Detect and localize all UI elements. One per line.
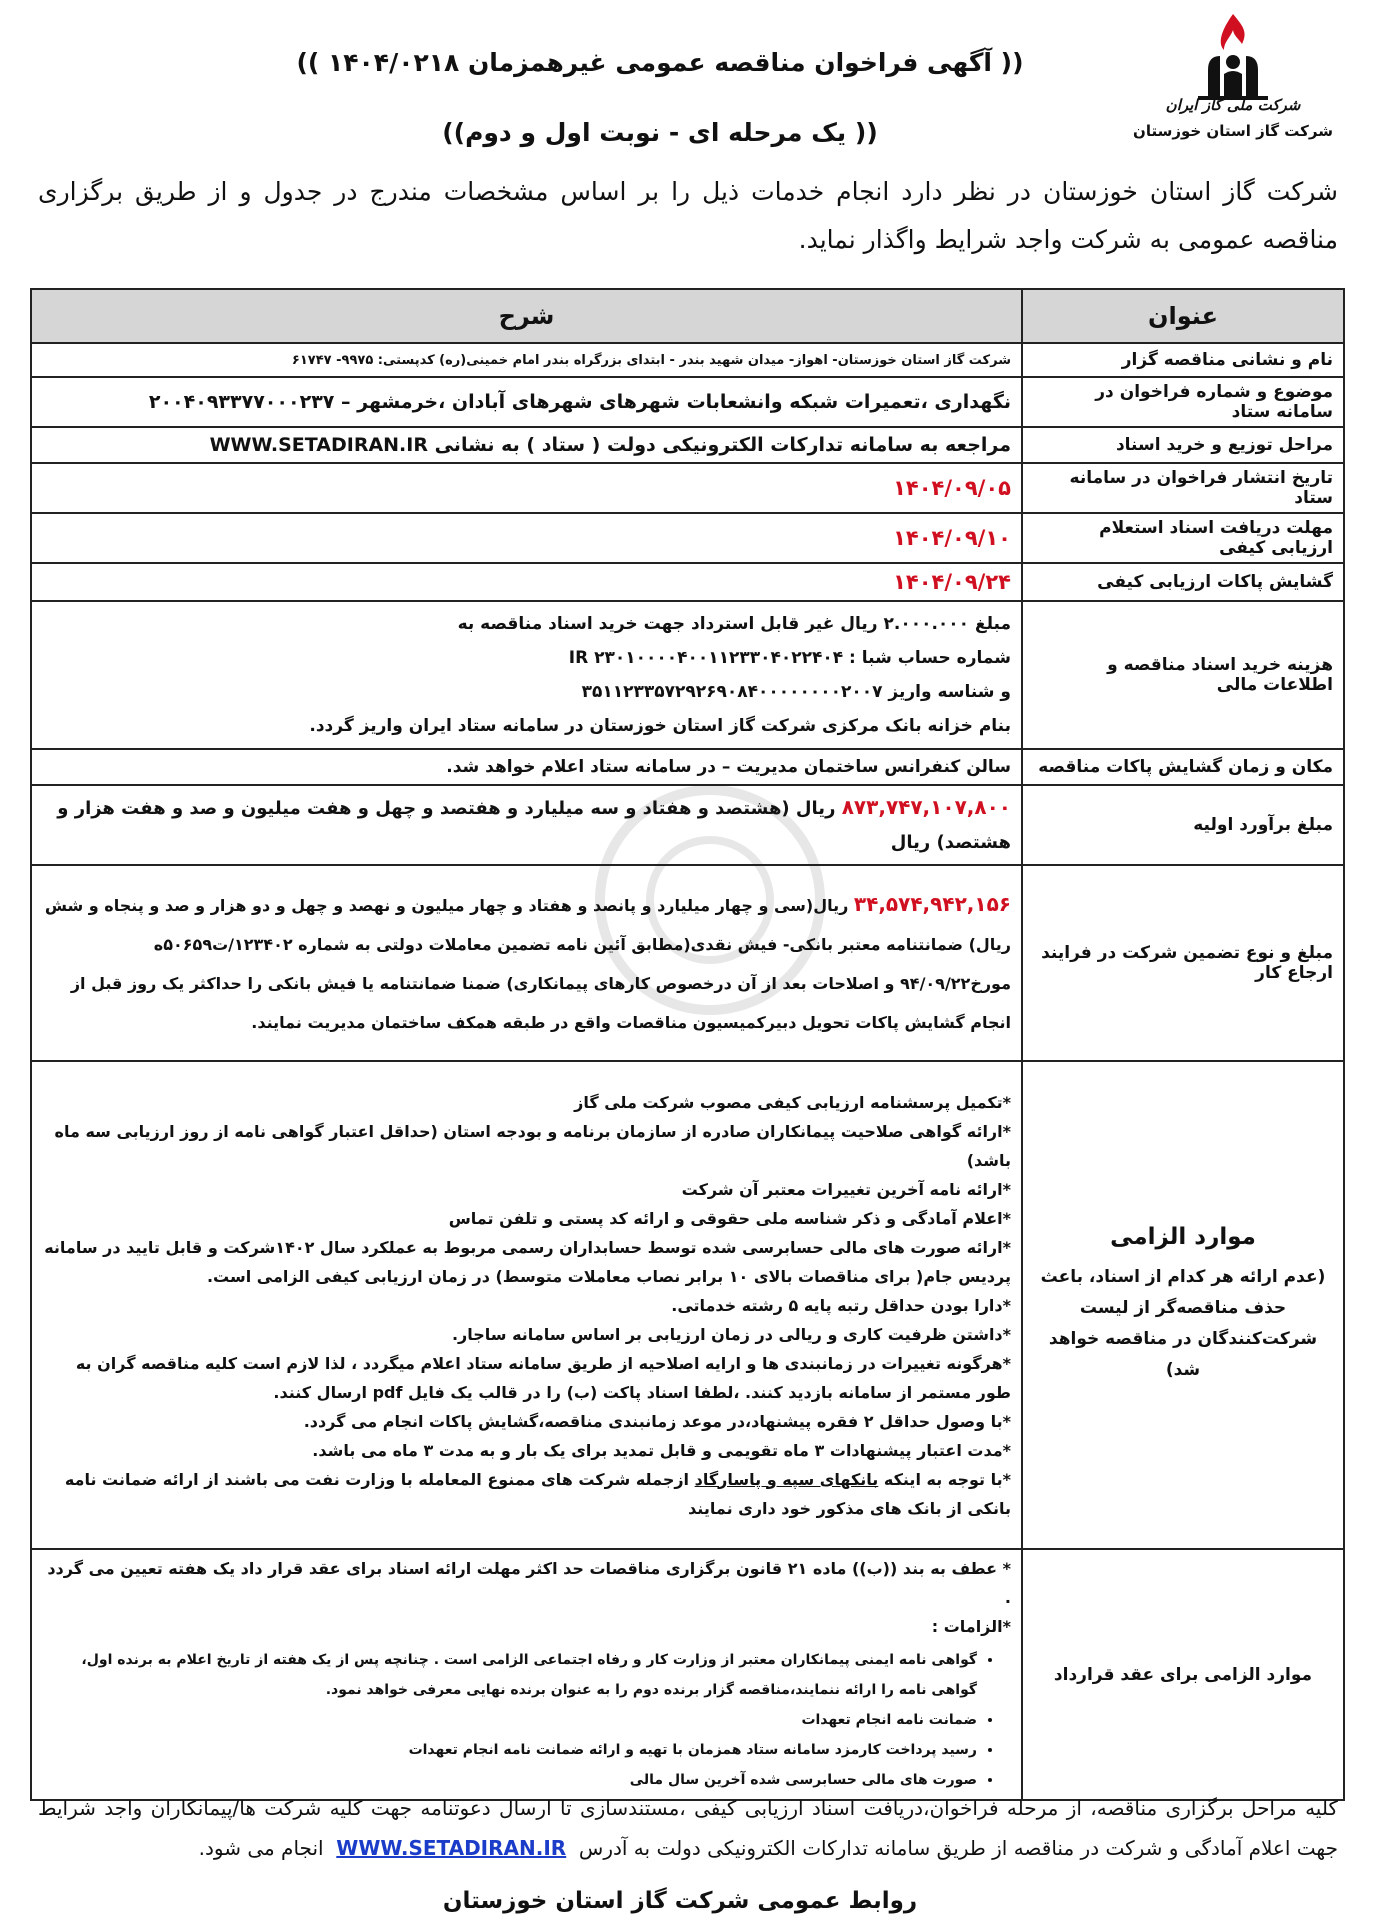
gas-flame-logo-icon: [1188, 10, 1278, 102]
col-title-header: عنوان: [1022, 289, 1344, 343]
list-item: • رسید پرداخت کارمزد سامانه ستاد همزمان با تهیه و ارائه ضمانت نامه انجام تعهدات: [42, 1735, 977, 1765]
intro-paragraph: شرکت گاز استان خوزستان در نظر دارد انجام خدمات ذیل را بر اساس مشخصات مندرج در جدول و از طریق برگزاری مناقصه عمومی به شرکت واجد شرایط واگذار نماید.: [38, 177, 1338, 254]
list-item: • گواهی نامه ایمنی پیمانکاران معتبر از وزارت کار و رفاه اجتماعی الزامی است . چنانچه پس از یک هفته از تاریخ اعلام به برنده اول، گواهی نامه را ارائه ننمایند،مناقصه گزار برنده دوم را به عنوان برنده نهایی معرفی خواهد نمود.: [42, 1645, 977, 1705]
list-item: *ارائه گواهی صلاحیت پیمانکاران صادره از سازمان برنامه و بودجه استان (حداقل اعتبار گواهی نامه از روز ارزیابی سه ماه باشد): [54, 1121, 1011, 1170]
contract-label: موارد الزامی برای عقد قرارداد: [1022, 1549, 1344, 1800]
company-logo: [1133, 10, 1333, 160]
fee-line: و شناسه واریز ۳۵۱۱۲۳۳۵۷۲۹۲۶۹۰۸۴۰۰۰۰۰۰۰۰۲۰۰۷: [581, 682, 1011, 702]
list-item: *با وصول حداقل ۲ فقره پیشنهاد،در موعد زمانبندی مناقصه،گشایش پاکات انجام می گردد.: [303, 1411, 1011, 1431]
setadiran-link[interactable]: WWW.SETADIRAN.IR: [336, 1836, 567, 1860]
table-row: [31, 563, 1344, 601]
bank-note-suffix: ازجمله شرکت های ممنوع المعامله با وزارت نفت می باشند از ارائه ضمانت نامه بانکی از بانک های مذکور خود داری نمایند: [64, 1469, 1011, 1518]
row-label: تاریخ انتشار فراخوان در سامانه ستاد: [1022, 463, 1344, 513]
row-value: [31, 513, 1022, 563]
row-label: گشایش پاکات ارزیابی کیفی: [1022, 563, 1344, 601]
footer-text-before: کلیه مراحل برگزاری مناقصه، از مرحله فراخوان،دریافت اسناد ارزیابی کیفی ،مستندسازی تا ارسال دعوتنامه جهت کلیه شرکت ها/پیمانکاران واجد شرایط جهت اعلام آمادگی و شرکت در مناقصه از طریق سامانه تدارکات الکترونیکی دولت به آدرس: [38, 1796, 1338, 1860]
publish-date: ۱۴۰۴/۰۹/۰۵: [893, 476, 1011, 500]
footer-signature: روابط عمومی شرکت گاز استان خوزستان: [442, 1888, 918, 1914]
row-label: موضوع و شماره فراخوان در سامانه ستاد: [1022, 377, 1344, 427]
list-item: *داشتن ظرفیت کاری و ریالی در زمان ارزیابی بر اساس سامانه ساجار.: [451, 1324, 1011, 1344]
table-row: [31, 463, 1344, 513]
notice-subtitle: (( یک مرحله ای - نوبت اول و دوم)): [442, 118, 878, 147]
row-label: نام و نشانی مناقصه گزار: [1022, 343, 1344, 377]
tender-table: [30, 288, 1345, 1801]
row-value: [31, 463, 1022, 513]
row-value: مراجعه به سامانه تدارکات الکترونیکی دولت ( ستاد ) به نشانی WWW.SETADIRAN.IR: [31, 427, 1022, 463]
list-item: • ضمانت نامه انجام تعهدات: [42, 1705, 977, 1735]
contract-req-title: *الزامات :: [931, 1617, 1011, 1636]
deadline-date: ۱۴۰۴/۰۹/۱۰: [893, 526, 1011, 550]
guarantee-label: مبلغ و نوع تضمین شرکت در فرایند ارجاع کار: [1022, 865, 1344, 1061]
estimate-amount: ۸۷۳,۷۴۷,۱۰۷,۸۰۰: [841, 795, 1011, 819]
fee-content: [31, 601, 1022, 749]
opening-date: ۱۴۰۴/۰۹/۲۴: [893, 570, 1011, 594]
estimate-text: ریال (هشتصد و هفتاد و سه میلیارد و هفتصد و چهل و هفت میلیون و صد و هفت هزار و هشتصد) ریال: [57, 798, 1011, 853]
estimate-content: [31, 785, 1022, 865]
table-row-estimate: [31, 785, 1344, 865]
notice-title: (( آگهی فراخوان مناقصه عمومی غیرهمزمان ۱۴۰۴/۰۲۱۸ )): [296, 48, 1024, 77]
row-label: مراحل توزیع و خرید اسناد: [1022, 427, 1344, 463]
contract-list: [42, 1645, 1011, 1795]
table-row: [31, 377, 1344, 427]
table-header-row: [31, 289, 1344, 343]
fee-label: هزینه خرید اسناد مناقصه و اطلاعات مالی: [1022, 601, 1344, 749]
contract-intro: * عطف به بند ((ب)) ماده ۲۱ قانون برگزاری مناقصات حد اکثر مهلت ارائه اسناد برای عقد قرار داد یک هفته تعیین می گردد .: [47, 1559, 1011, 1607]
row-label: مهلت دریافت اسناد استعلام ارزیابی کیفی: [1022, 513, 1344, 563]
bank-note: [42, 1465, 1011, 1523]
mandatory-list: [31, 1061, 1022, 1549]
guarantee-content: [31, 865, 1022, 1061]
mandatory-title: موارد الزامی: [1110, 1224, 1256, 1250]
table-row-mandatory: [31, 1061, 1344, 1549]
venue-label: مکان و زمان گشایش پاکات مناقصه: [1022, 749, 1344, 785]
logo-script-text: شرکت ملی گاز ایران: [1165, 96, 1301, 114]
fee-line: بنام خزانه بانک مرکزی شرکت گاز استان خوزستان در سامانه ستاد ایران واریز گردد.: [309, 716, 1011, 736]
row-value: شرکت گاز استان خوزستان- اهواز- میدان شهید بندر - ابتدای بزرگراه بندر امام خمینی(ره) کدپستی: ۹۹۷۵- ۶۱۷۴۷: [31, 343, 1022, 377]
venue-value: سالن کنفرانس ساختمان مدیریت – در سامانه ستاد اعلام خواهد شد.: [31, 749, 1022, 785]
contract-content: [31, 1549, 1022, 1800]
footer-text-after: انجام می شود.: [198, 1836, 324, 1860]
fee-line: مبلغ ۲.۰۰۰.۰۰۰ ریال غیر قابل استرداد جهت خرید اسناد مناقصه به: [457, 614, 1011, 634]
list-item: • صورت های مالی حسابرسی شده آخرین سال مالی: [42, 1765, 977, 1795]
list-item: *اعلام آمادگی و ذکر شناسه ملی حقوقی و ارائه کد پستی و تلفن تماس: [448, 1208, 1011, 1228]
fee-line: شماره حساب شبا : IR ۲۳۰۱۰۰۰۰۴۰۰۱۱۲۳۳۰۴۰۲۲۴۰۴: [568, 648, 1011, 668]
table-row: [31, 513, 1344, 563]
list-item: *ارائه صورت های مالی حسابرسی شده توسط حسابداران رسمی مربوط به عملکرد سال ۱۴۰۲شرکت و قابل تایید در سامانه پردیس جام( برای مناقصات بالای ۱۰ برابر نصاب معاملات متوسط) در زمان ارزیابی کیفی الزامی است.: [44, 1237, 1011, 1286]
mandatory-label: [1022, 1061, 1344, 1549]
list-item: *دارا بودن حداقل رتبه پایه ۵ رشته خدماتی.: [671, 1295, 1011, 1315]
table-row-contract: [31, 1549, 1344, 1800]
guarantee-text: ریال(سی و چهار میلیارد و پانصد و هفتاد و چهار میلیون و نهصد و چهل و دو هزار و صد و پنجاه و شش ریال) ضمانتنامه معتبر بانکی- فیش نقدی(مطابق آئین نامه تضمین معاملات دولتی به شماره ۱۲۳۴۰۲/ت۵۰۶۵۹ه مورخ۹۴/۰۹/۲۲ و اصلاحات بعد از آن درخصوص کارهای پیمانکاری) ضمنا ضمانتنامه یا فیش بانکی را حداکثر یک روز قبل از انجام گشایش پاکات تحویل دبیرکمیسیون مناقصات واقع در طبقه همکف ساختمان مدیریت نمایند.: [44, 895, 1011, 1032]
list-item: *ارائه نامه آخرین تغییرات معتبر آن شرکت: [681, 1179, 1011, 1199]
footer-paragraph: [38, 1788, 1338, 1868]
logo-company-name: شرکت گاز استان خوزستان: [1133, 122, 1333, 140]
guarantee-amount: ۳۴,۵۷۴,۹۴۲,۱۵۶: [853, 891, 1011, 916]
table-row: [31, 343, 1344, 377]
table-row-venue: [31, 749, 1344, 785]
table-row-fee: [31, 601, 1344, 749]
row-value: [31, 563, 1022, 601]
list-item: *تکمیل پرسشنامه ارزیابی کیفی مصوب شرکت ملی گاز: [574, 1092, 1011, 1112]
bank-note-prefix: *با توجه به اینکه: [883, 1469, 1011, 1489]
bank-note-banks: بانکهای سپه و پاسارگاد: [694, 1469, 879, 1489]
col-desc-header: شرح: [31, 289, 1022, 343]
table-row-guarantee: [31, 865, 1344, 1061]
list-item: *هرگونه تغییرات در زمانبندی ها و ارایه اصلاحیه از طریق سامانه ستاد اعلام میگردد ، لذا لازم است کلیه مناقصه گران به طور مستمر از سامانه بازدید کنند. ،لطفا اسناد پاکت (ب) را در قالب یک فایل pdf ارسال کنند.: [75, 1353, 1011, 1402]
estimate-label: مبلغ برآورد اولیه: [1022, 785, 1344, 865]
table-row: [31, 427, 1344, 463]
mandatory-subtitle: (عدم ارائه هر کدام از اسناد، باعث حذف مناقصه‌گر از لیست شرکت‌کنندگان در مناقصه خواهد شد): [1040, 1267, 1326, 1380]
row-value: نگهداری ،تعمیرات شبکه وانشعابات شهرهای شهرهای آبادان ،خرمشهر – ۲۰۰۴۰۹۳۳۷۷۰۰۰۲۳۷: [31, 377, 1022, 427]
list-item: *مدت اعتبار پیشنهادات ۳ ماه تقویمی و قابل تمدید برای یک بار و به مدت ۳ ماه می باشد.: [312, 1440, 1011, 1460]
